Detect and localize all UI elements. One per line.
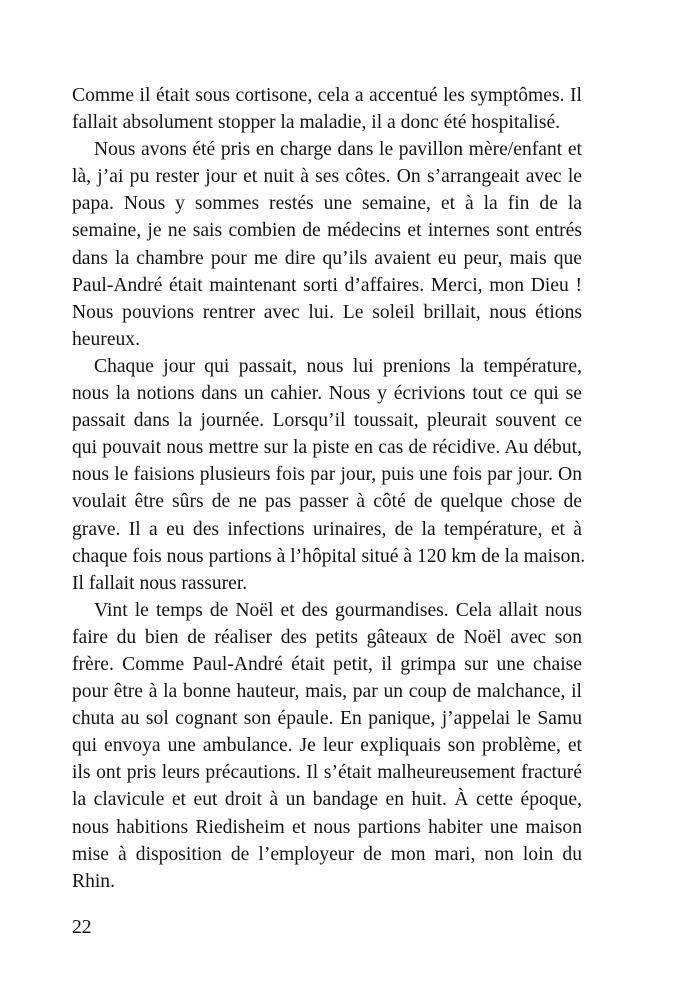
text-line: Paul-André était maintenant sorti d’affaires. Merci, mon Dieu !	[72, 274, 582, 296]
text-line: ils ont pris leurs précautions. Il s’était malheureusement fracturé	[72, 762, 582, 784]
text-line: chaque fois nous partions à l’hôpital situé à 120 km de la maison.	[72, 545, 586, 567]
paragraph-3	[72, 353, 586, 597]
text-line: faire du bien de réaliser des petits gâteaux de Noël avec son	[72, 626, 582, 648]
text-line: Comme il était sous cortisone, cela a accentué les symptômes. Il	[72, 85, 582, 106]
text-line: heureux.	[72, 328, 141, 350]
text-line: pour être à la bonne hauteur, mais, par un coup de malchance, il	[72, 681, 582, 703]
text-line: voulait être sûrs de ne pas passer à côté de quelque chose de	[72, 491, 582, 513]
text-line: Nous avons été pris en charge dans le pavillon mère/enfant et	[94, 139, 582, 161]
page-body	[72, 82, 586, 895]
text-line: Chaque jour qui passait, nous lui prenions la température,	[94, 355, 582, 377]
text-line: semaine, je ne sais combien de médecins et internes sont entrés	[72, 220, 582, 242]
page-number: 22	[72, 917, 92, 938]
text-line: Rhin.	[72, 870, 116, 892]
text-line: frère. Comme Paul-André était petit, il grimpa sur une chaise	[72, 653, 582, 675]
text-line: passait dans la journée. Lorsqu’il toussait, pleurait souvent ce	[72, 410, 582, 432]
text-line: la clavicule et eut droit à un bandage en huit. À cette époque,	[72, 789, 582, 811]
paragraph-4	[72, 597, 582, 895]
text-line: Il fallait nous rassurer.	[72, 572, 248, 594]
text-line: nous la notions dans un cahier. Nous y écrivions tout ce qui se	[72, 383, 582, 405]
text-line: nous le faisions plusieurs fois par jour, puis une fois par jour. On	[72, 464, 582, 486]
text-line: grave. Il a eu des infections urinaires, de la température, et à	[72, 518, 582, 540]
text-line: Nous pouvions rentrer avec lui. Le soleil brillait, nous étions	[72, 301, 582, 323]
text-line: Vint le temps de Noël et des gourmandises. Cela allait nous	[94, 599, 582, 621]
text-line: fallait absolument stopper la maladie, il a donc été hospitalisé.	[72, 112, 561, 134]
paragraph-1	[72, 82, 582, 136]
paragraph-2	[72, 136, 582, 353]
text-line: là, j’ai pu rester jour et nuit à ses côtes. On s’arrangeait avec le	[72, 166, 582, 188]
text-line: nous habitions Riedisheim et nous partions habiter une maison	[72, 816, 582, 838]
text-line: chuta au sol cognant son épaule. En panique, j’appelai le Samu	[72, 708, 582, 730]
text-line: mise à disposition de l’employeur de mon mari, non loin du	[72, 843, 582, 865]
text-line: dans la chambre pour me dire qu’ils avaient eu peur, mais que	[72, 247, 582, 269]
text-line: qui pouvait nous mettre sur la piste en cas de récidive. Au début,	[72, 437, 582, 459]
text-line: papa. Nous y sommes restés une semaine, et à la fin de la	[72, 193, 582, 215]
text-line: qui envoya une ambulance. Je leur expliquais son problème, et	[72, 735, 582, 757]
